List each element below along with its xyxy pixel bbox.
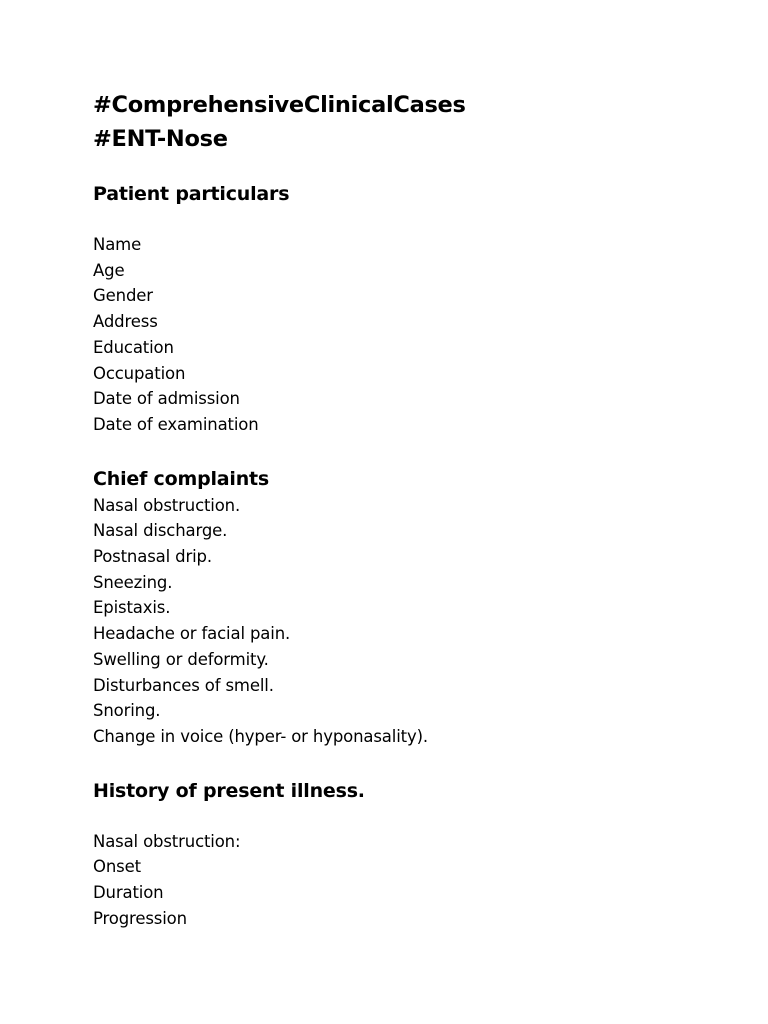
- list-item: Epistaxis.: [93, 598, 171, 618]
- list-item: Education: [93, 337, 174, 357]
- patient-particulars-heading: Patient particulars: [93, 183, 290, 205]
- list-item: Nasal obstruction.: [93, 495, 241, 515]
- list-item: Progression: [93, 908, 187, 928]
- list-item: Date of admission: [93, 389, 240, 409]
- list-item: Nasal discharge.: [93, 521, 228, 541]
- history-present-illness-list: [93, 829, 733, 932]
- document-page: [93, 88, 733, 931]
- list-item: Snoring.: [93, 701, 161, 721]
- list-item: Age: [93, 260, 125, 280]
- list-item: Sneezing.: [93, 572, 173, 592]
- list-item: Gender: [93, 286, 153, 306]
- list-item: Address: [93, 312, 158, 332]
- patient-particulars-list: [93, 232, 733, 438]
- list-item: Nasal obstruction:: [93, 831, 241, 851]
- list-item: Date of examination: [93, 414, 259, 434]
- list-item: Headache or facial pain.: [93, 624, 291, 644]
- document-title-hashtag-1: #ComprehensiveClinicalCases: [93, 92, 466, 118]
- list-item: Onset: [93, 857, 141, 877]
- list-item: Change in voice (hyper- or hyponasality).: [93, 726, 428, 746]
- list-item: Occupation: [93, 363, 186, 383]
- list-item: Postnasal drip.: [93, 547, 212, 567]
- list-item: Duration: [93, 883, 164, 903]
- chief-complaints-list: [93, 493, 733, 750]
- history-present-illness-heading: History of present illness.: [93, 779, 365, 802]
- list-item: Name: [93, 235, 142, 254]
- list-item: Swelling or deformity.: [93, 649, 269, 669]
- chief-complaints-heading: Chief complaints: [93, 467, 270, 490]
- document-title-hashtag-2: #ENT-Nose: [93, 126, 228, 152]
- list-item: Disturbances of smell.: [93, 675, 274, 695]
